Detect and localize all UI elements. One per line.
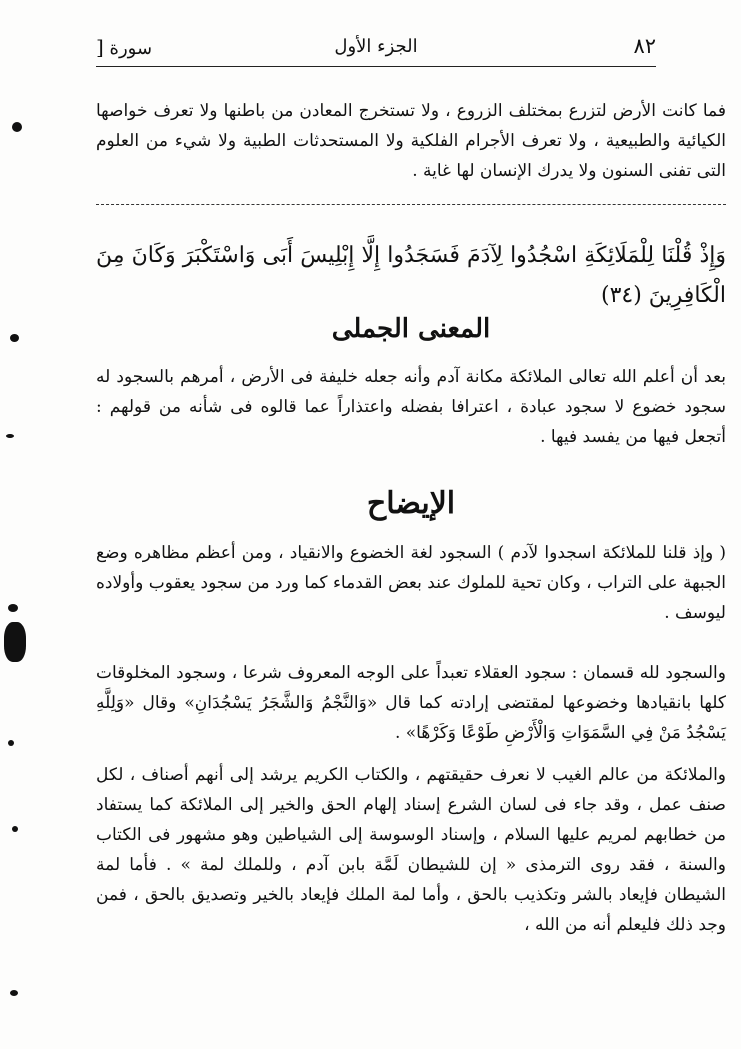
surah-label-group [96, 35, 152, 59]
part-title: الجزء الأول [334, 36, 418, 57]
scan-blot-2 [10, 334, 19, 342]
paragraph-angels: والملائكة من عالم الغيب لا نعرف حقيقتهم ، والكتاب الكريم يرشد إلى أنهم أصناف ، لكل صنف عمل ، وقد جاء فى لسان الشرع إسناد إلهام الحق والخير إلى الملائكة كما يستفاد من خطابهم لمريم عليها السلام ، وإسناد الوسوسة إلى الشياطين وهو مشهور فى الكتاب والسنة ، فقد روى الترمذى « إن للشيطان لَمَّة بابن آدم ، وللملك لمة » . فأما لمة الشيطان فإيعاد بالشر وتكذيب بالحق ، وأما لمة الملك فإيعاد بالخير وتصديق بالحق ، فمن وجد ذلك فليعلم أنه من الله ، [96, 765, 726, 935]
paragraph-sujud-language: ( وإذ قلنا للملائكة اسجدوا لآدم ) السجود لغة الخضوع والانقياد ، ومن أعظم مظاهره وضع الجبهة على التراب ، وكان تحية للملوك عند بعض القدماء كما ورد من سجود يعقوب وأولاده ليوسف . [96, 543, 726, 623]
scan-blot-6 [8, 740, 14, 746]
scan-blot-4 [8, 604, 18, 612]
section-heading-meaning: المعنى الجملى [331, 314, 491, 344]
header-rule [96, 66, 656, 67]
paragraph-meaning: بعد أن أعلم الله تعالى الملائكة مكانة آدم وأنه جعله خليفة فى الأرض ، أمرهم بالسجود له سجود خضوع لا سجود عبادة ، اعترافا بفضله واعتذاراً عما قالوه فى شأنه من قولهم : أتجعل فيها من يفسد فيها . [96, 367, 726, 447]
quran-verse: وَإِذْ قُلْنَا لِلْمَلَائِكَةِ اسْجُدُوا لِآدَمَ فَسَجَدُوا إِلَّا إِبْلِيسَ أَبَى وَاسْتَكْبَرَ وَكَانَ مِنَ الْكَافِرِينَ (٣٤) [96, 243, 726, 308]
header-bracket: [ [96, 35, 104, 59]
paragraph-intro: فما كانت الأرض لتزرع بمختلف الزروع ، ولا تستخرج المعادن من باطنها ولا تعرف خواصها الكيائية والطبيعية ، ولا تعرف الأجرام الفلكية ولا المستحدثات الطبية ولا شيء من العلوم التى تفنى السنون ولا يدرك الإنسان لها غاية . [96, 101, 726, 181]
page-number: ٨٢ [633, 34, 656, 58]
page-header [96, 32, 656, 62]
scan-blot-8 [10, 990, 18, 996]
scan-blot-1 [12, 122, 22, 132]
scan-blot-3 [6, 434, 14, 438]
scan-blot-5 [4, 622, 26, 662]
surah-label: سورة [109, 38, 153, 59]
section-heading-explanation: الإيضاح [366, 486, 456, 521]
scan-blot-7 [12, 826, 18, 832]
verse-divider [96, 204, 726, 205]
paragraph-sujud-types: والسجود لله قسمان : سجود العقلاء تعبداً على الوجه المعروف شرعا ، وسجود المخلوقات كلها بانقيادها وخضوعها لمقتضى إرادته كما قال «وَالنَّجْمُ وَالشَّجَرُ يَسْجُدَانِ» وقال «وَلِلَّهِ يَسْجُدُ مَنْ فِي السَّمَوَاتِ وَالْأَرْضِ طَوْعًا وَكَرْهًا» . [96, 663, 726, 743]
